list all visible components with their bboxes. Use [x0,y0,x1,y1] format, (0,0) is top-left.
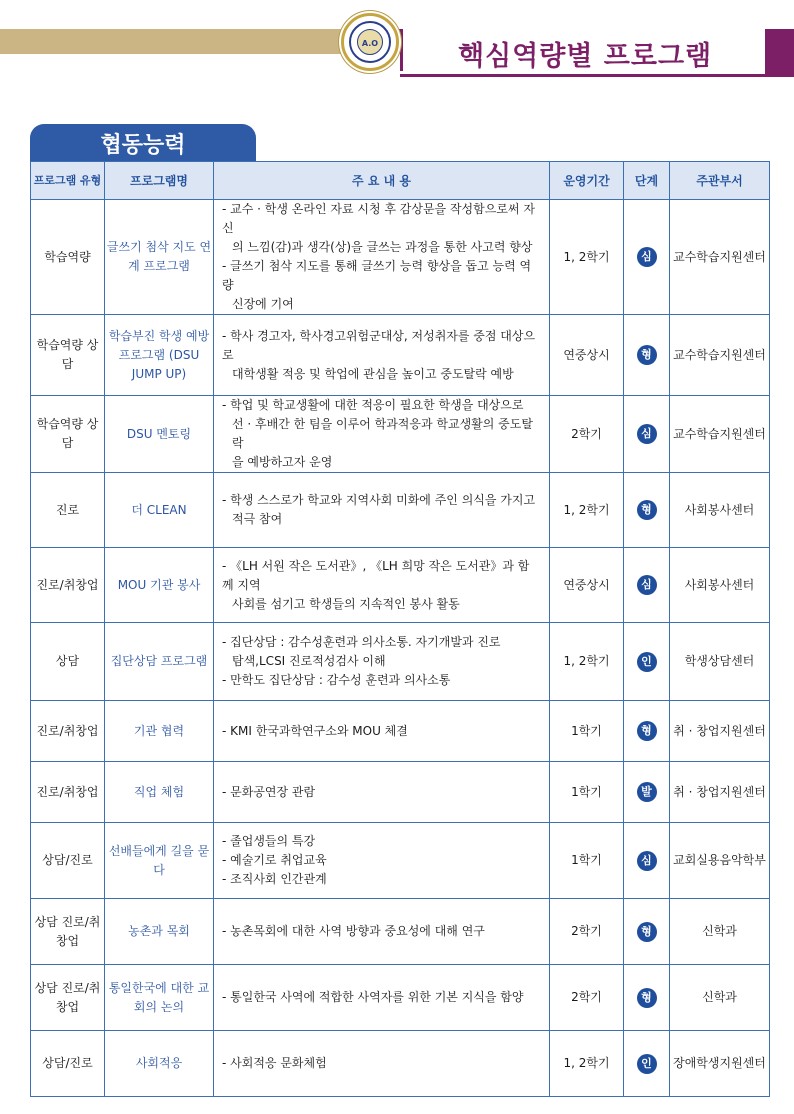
program-name-cell: 농촌과 목회 [105,899,214,965]
header-period: 운영기간 [550,162,624,200]
table-row [31,548,770,623]
program-name-cell: 더 CLEAN [105,473,214,548]
department-cell: 교수학습지원센터 [670,315,770,396]
content-line: - 학사 경고자, 학사경고위험군대상, 저성취자를 중점 대상으로 [222,328,536,362]
department-cell: 취 · 창업지원센터 [670,762,770,823]
content-cell [214,823,550,899]
program-type-cell: 진로/취창업 [31,701,105,762]
title-end-block [766,29,794,77]
program-name-cell: 선배들에게 길을 묻다 [105,823,214,899]
program-type-cell: 진로 [31,473,105,548]
department-cell: 신학과 [670,899,770,965]
table-row [31,200,770,315]
header-main-content: 주 요 내 용 [214,162,550,200]
stage-cell [624,473,670,548]
content-line: - 학업 및 학교생활에 대한 적응이 필요한 학생을 대상으로 [222,398,524,412]
content-line: - 예술기로 취업교육 [222,853,327,867]
content-cell [214,200,550,315]
table-header-row [31,162,770,200]
stage-badge: 형 [637,500,657,520]
stage-badge: 형 [637,721,657,741]
header-department: 주관부서 [670,162,770,200]
period-cell: 1학기 [550,823,624,899]
seal-mark: A.O [361,39,379,48]
content-line: - 학생 스스로가 학교와 지역사회 미화에 주인 의식을 가지고 [222,493,536,507]
program-type-cell: 학습역량 상담 [31,396,105,473]
program-name-cell: DSU 멘토링 [105,396,214,473]
content-line: 대학생활 적응 및 학업에 관심을 높이고 중도탈락 예방 [232,366,514,381]
period-cell: 2학기 [550,965,624,1031]
stage-badge: 발 [637,782,657,802]
department-cell: 신학과 [670,965,770,1031]
program-name-cell: 학습부진 학생 예방 프로그램 (DSU JUMP UP) [105,315,214,396]
department-cell: 교회실용음악학부 [670,823,770,899]
header-band-left [0,29,360,54]
content-line: - 농촌목회에 대한 사역 방향과 중요성에 대해 연구 [222,924,485,938]
content-cell [214,762,550,823]
stage-cell [624,823,670,899]
table-row [31,396,770,473]
table-row [31,899,770,965]
period-cell: 1학기 [550,762,624,823]
period-cell: 1, 2학기 [550,200,624,315]
content-line: - 졸업생들의 특강 [222,834,316,848]
program-type-cell: 학습역량 [31,200,105,315]
program-type-cell: 상담 진로/취창업 [31,965,105,1031]
program-type-cell: 진로/취창업 [31,762,105,823]
content-line: - 집단상담 : 감수성훈련과 의사소통. 자기개발과 진로 [222,635,501,649]
period-cell: 1, 2학기 [550,473,624,548]
period-cell: 연중상시 [550,548,624,623]
table-row [31,315,770,396]
content-cell [214,473,550,548]
stage-cell [624,396,670,473]
program-name-cell: MOU 기관 봉사 [105,548,214,623]
stage-cell [624,762,670,823]
content-line: - 사회적응 문화체험 [222,1056,327,1070]
table-row [31,623,770,701]
section-title: 협동능력 [100,133,186,158]
stage-badge: 인 [637,652,657,672]
department-cell: 사회봉사센터 [670,548,770,623]
stage-badge: 심 [637,424,657,444]
stage-cell [624,315,670,396]
section-tab [30,124,256,162]
table-row [31,823,770,899]
program-table [30,161,770,1097]
period-cell: 1, 2학기 [550,1031,624,1097]
program-name-cell: 통일한국에 대한 교회의 논의 [105,965,214,1031]
department-cell: 교수학습지원센터 [670,396,770,473]
program-type-cell: 상담/진로 [31,823,105,899]
table-row [31,762,770,823]
stage-badge: 형 [637,922,657,942]
content-line: - 통일한국 사역에 적합한 사역자를 위한 기본 지식을 함양 [222,990,524,1004]
content-line: 탐색,LCSI 진로적성검사 이해 [232,654,386,668]
content-cell [214,548,550,623]
content-cell [214,1031,550,1097]
content-line: - 만학도 집단상담 : 감수성 훈련과 의사소통 [222,673,451,687]
content-line: - 글쓰기 첨삭 지도를 통해 글쓰기 능력 향상을 돕고 능력 역량 [222,259,532,292]
period-cell: 2학기 [550,396,624,473]
period-cell: 1학기 [550,701,624,762]
stage-cell [624,899,670,965]
content-line: - 문화공연장 관람 [222,784,316,799]
program-type-cell: 상담 [31,623,105,701]
content-cell [214,899,550,965]
program-type-cell: 상담/진로 [31,1031,105,1097]
program-name-cell: 집단상담 프로그램 [105,623,214,701]
stage-cell [624,701,670,762]
period-cell: 2학기 [550,899,624,965]
stage-badge: 형 [637,345,657,365]
table-row [31,701,770,762]
program-name-cell: 사회적응 [105,1031,214,1097]
content-cell [214,701,550,762]
program-type-cell: 진로/취창업 [31,548,105,623]
header-stage: 단계 [624,162,670,200]
content-line: - 조직사회 인간관계 [222,872,327,886]
content-line: - 《LH 서원 작은 도서관》, 《LH 희망 작은 도서관》과 함께 지역 [222,558,530,592]
department-cell: 취 · 창업지원센터 [670,701,770,762]
content-line: 을 예방하고자 운영 [232,455,333,469]
content-cell [214,315,550,396]
content-line: 의 느낌(감)과 생각(상)을 글쓰는 과정을 통한 사고력 향상 [232,240,533,254]
department-cell: 장애학생지원센터 [670,1031,770,1097]
header-program-name: 프로그램명 [105,162,214,200]
content-line: 사회를 섬기고 학생들의 지속적인 봉사 활동 [232,596,460,611]
content-cell [214,396,550,473]
header-program-type: 프로그램 유형 [31,162,105,200]
department-cell: 교수학습지원센터 [670,200,770,315]
stage-badge: 심 [637,575,657,595]
period-cell: 연중상시 [550,315,624,396]
content-line: - KMI 한국과학연구소와 MOU 체결 [222,723,408,738]
university-seal-icon [341,13,399,71]
content-line: - 교수 · 학생 온라인 자료 시청 후 감상문을 작성함으로써 자신 [222,202,535,235]
program-type-cell: 상담 진로/취창업 [31,899,105,965]
stage-cell [624,965,670,1031]
content-line: 선 · 후배간 한 팀을 이루어 학과적응과 학교생활의 중도탈락 [232,417,533,450]
stage-cell [624,623,670,701]
program-name-cell: 기관 협력 [105,701,214,762]
program-name-cell: 글쓰기 첨삭 지도 연계 프로그램 [105,200,214,315]
department-cell: 사회봉사센터 [670,473,770,548]
content-cell [214,965,550,1031]
content-cell [214,623,550,701]
stage-badge: 인 [637,1054,657,1074]
stage-badge: 형 [637,988,657,1008]
stage-cell [624,1031,670,1097]
page-title: 핵심역량별 프로그램 [458,41,713,72]
stage-cell [624,200,670,315]
stage-badge: 심 [637,247,657,267]
program-type-cell: 학습역량 상담 [31,315,105,396]
period-cell: 1, 2학기 [550,623,624,701]
content-line: 신장에 기여 [232,297,294,311]
stage-cell [624,548,670,623]
content-line: 적극 참여 [232,512,283,526]
table-row [31,473,770,548]
table-row [31,1031,770,1097]
program-name-cell: 직업 체험 [105,762,214,823]
department-cell: 학생상담센터 [670,623,770,701]
table-row [31,965,770,1031]
stage-badge: 심 [637,851,657,871]
